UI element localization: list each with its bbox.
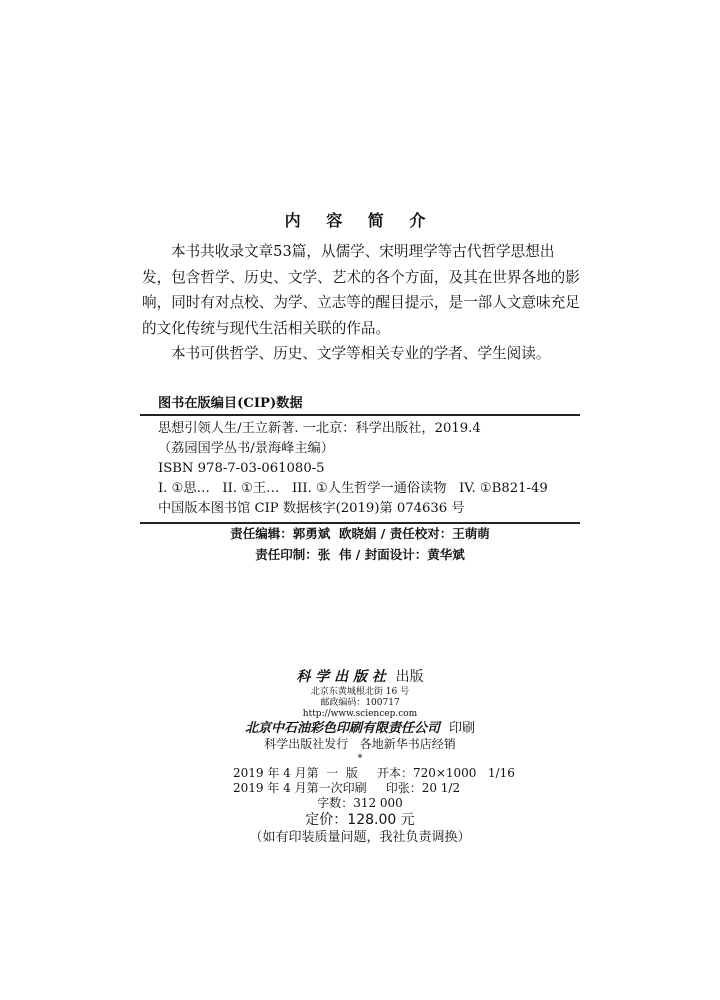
divider bbox=[140, 522, 580, 524]
production-credits: 责任印制：张 伟 / 封面设计：黄华斌 bbox=[255, 547, 465, 562]
publisher-suffix: 出版 bbox=[395, 669, 424, 685]
publisher-line bbox=[0, 668, 720, 687]
publisher-address: 北京东黄城根北街 16 号 bbox=[310, 687, 410, 697]
cip-line: I. ①思… II. ①王… III. ①人生哲学一通俗读物 IV. ①B821-49 bbox=[158, 481, 548, 496]
printer-line bbox=[0, 720, 720, 737]
summary-paragraph: 本书共收录文章53篇，从儒学、宋明理学等古代哲学思想出发，包含哲学、历史、文学、艺术的各个方面，及其在世界各地的影响，同时有对点校、为学、立志等的醒目提示，是一部人文意味充足的文化传统与现代生活相关联的作品。 bbox=[142, 243, 580, 337]
publisher-postcode: 邮政编码：100717 bbox=[320, 698, 400, 708]
cip-line: （荔园国学丛书/景海峰主编） bbox=[158, 441, 334, 456]
printer-name: 北京中石油彩色印刷有限责任公司 bbox=[244, 721, 440, 736]
cip-line: 中国版本图书馆 CIP 数据核字(2019)第 074636 号 bbox=[158, 501, 465, 516]
publisher-url[interactable]: http://www.sciencep.com bbox=[302, 709, 418, 719]
publisher-name: 科 学 出 版 社 bbox=[296, 669, 386, 685]
summary-title: 内 容 简 介 bbox=[284, 211, 436, 230]
separator: * bbox=[357, 753, 363, 764]
summary-body bbox=[142, 239, 582, 367]
cip-line: ISBN 978-7-03-061080-5 bbox=[158, 461, 325, 476]
printing-info: 2019 年 4 月第一次印刷 印张：20 1/2 bbox=[233, 781, 461, 795]
divider bbox=[140, 414, 580, 416]
word-count: 字数：312 000 bbox=[317, 796, 403, 810]
edition-info: 2019 年 4 月第 一 版 开本：720×1000 1/16 bbox=[233, 766, 515, 780]
cip-line: 思想引领人生/王立新著. 一北京：科学出版社，2019.4 bbox=[158, 421, 481, 436]
quality-note: （如有印装质量问题，我社负责调换） bbox=[249, 830, 471, 845]
printer-suffix: 印刷 bbox=[449, 721, 476, 736]
price: 定价：128.00 元 bbox=[305, 812, 415, 828]
summary-paragraph: 本书可供哲学、历史、文学等相关专业的学者、学生阅读。 bbox=[171, 345, 551, 362]
publisher-block bbox=[0, 668, 720, 846]
cip-heading: 图书在版编目(CIP)数据 bbox=[158, 396, 303, 411]
distribution: 科学出版社发行 各地新华书店经销 bbox=[264, 737, 456, 751]
editor-credits: 责任编辑：郭勇斌 欧晓娟 / 责任校对：王萌萌 bbox=[230, 526, 490, 541]
